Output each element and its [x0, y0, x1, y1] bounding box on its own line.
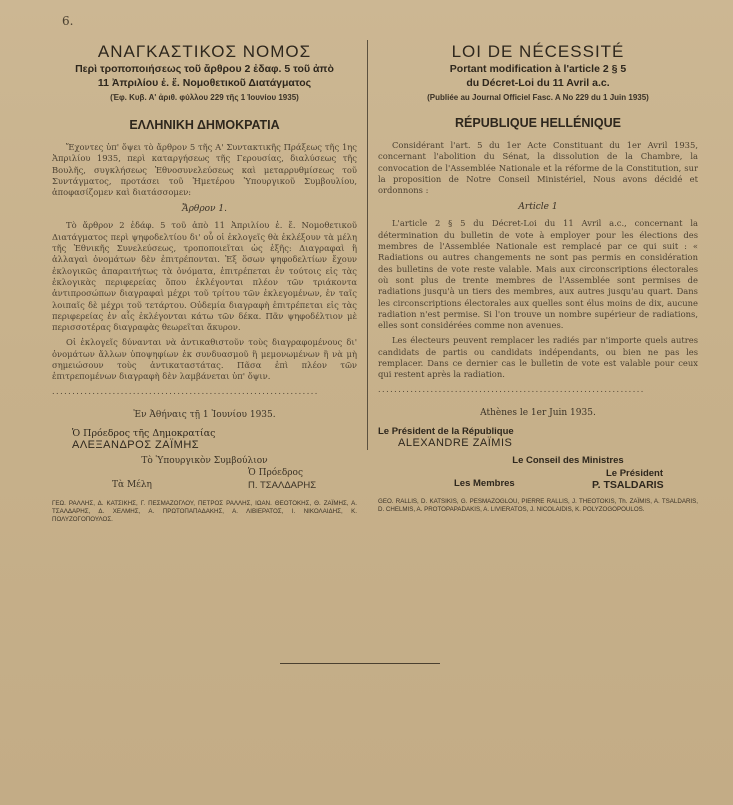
- french-article-heading: Article 1: [518, 202, 558, 213]
- french-members-list: GEO. RALLIS, D. KATSIKIS, G. PESMAZOGLOU, PIERRE RALLIS, J. THEOTOKIS, Th. ZAÏMIS, A. TSALDARIS, D. CHELMIS, A. PROTOPAPADAKIS, A. LIVIERATOS, J. NICOLAIDIS, K. POLYZOGOPOULOS.: [378, 497, 698, 513]
- greek-president-title: Ὁ Πρόεδρος τῆς Δημοκρατίας: [72, 427, 216, 439]
- french-gazette-note: (Publiée au Journal Officiel Fasc. A No 229 du 1 Juin 1935): [427, 93, 649, 102]
- greek-chair-name: Π. ΤΣΑΛΔΑΡΗΣ: [248, 479, 317, 491]
- greek-president-name: ΑΛΕΞΑΝΔΡΟΣ ΖΑΪΜΗΣ: [72, 438, 200, 451]
- greek-subtitle-2: 11 Ἀπριλίου ἐ. ἔ. Νομοθετικοῦ Διατάγματος: [97, 77, 312, 89]
- greek-title: ΑΝΑΓΚΑΣΤΙΚΟΣ ΝΟΜΟΣ: [97, 42, 312, 61]
- french-chair-name: P. TSALDARIS: [592, 478, 664, 491]
- greek-chair-label: Ὁ Πρόεδρος: [248, 467, 303, 478]
- greek-republic-heading: ΕΛΛΗΝΙΚΗ ΔΗΜΟΚΡΑΤΙΑ: [129, 118, 280, 132]
- bottom-rule: [280, 663, 440, 664]
- french-article-text: L'article 2 § 5 du Décret-Loi du 11 Avril a.c., concernant la détermination du bulletin de vote à employer pour les élections des membres de l'Assemblée Nationale est remplacé par ce qui suit : « Radiations ou autres changements ne sont pas permis en considération des bulletins de vote reste valable. Mais aux circonscriptions électorales où sont plus de trente membres de l'Assemblée sont permises de radiations jusqu'à un tiers des membres, aux autres jusqu'au quart. Dans les circonscriptions électorales aux quelles sont élus moins de dix, aucune radiation n'est permise. Si l'on trouve un nombre supérieur de radiations, elles sont considérées comme non avenues.: [378, 218, 698, 331]
- french-council: Le Conseil des Ministres: [512, 454, 624, 466]
- french-preamble: Considérant l'art. 5 du 1er Acte Constituant du 1er Avril 1935, concernant l'abolition du Sénat, la dissolution de la Chambre, la convocation de l'Assemblée Nationale et la réforme de la Constitution, sur la proposition de Notre Conseil Ministériel, Nous avons décidé et ordonnons :: [378, 140, 698, 196]
- french-chair-label: Le Président: [606, 467, 664, 479]
- greek-council: Τὸ Ὑπουργικὸν Συμβούλιον: [141, 455, 268, 466]
- greek-article-text-2: Οἱ ἐκλογεῖς δύνανται νὰ ἀντικαθιστοῦν τοὺς διαγραφομένους δι' ὀνομάτων ἄλλων ὑποψηφίων ἐκ συνδυασμοῦ ἢ μεμονωμένων ἢ νὰ μὴ σημειώσουν τοὺς ἀντικαταστάτας. Πᾶσα ἐπὶ πλέον τῶν ἐπιτρεπομένων διαγραφὴ δὲν λαμβάνεται ὑπ' ὄψιν.: [52, 337, 357, 382]
- french-subtitle-1: Portant modification à l'article 2 § 5: [449, 63, 627, 75]
- greek-ellipsis-line: ..................................................................: [52, 386, 319, 396]
- greek-article-heading: Ἄρθρον 1.: [182, 204, 227, 215]
- french-republic-heading: RÉPUBLIQUE HELLÉNIQUE: [455, 116, 621, 130]
- greek-members-label: Τὰ Μέλη: [112, 479, 152, 490]
- greek-column: [52, 38, 357, 524]
- french-column: [378, 38, 698, 514]
- greek-subtitle-1: Περὶ τροποποιήσεως τοῦ ἄρθρου 2 ἐδαφ. 5 τοῦ ἀπὸ: [75, 63, 334, 75]
- page-number: 6.: [62, 14, 74, 28]
- french-article-text-2: Les électeurs peuvent remplacer les radiés par n'importe quels autres candidats de partis ou candidats indépendants, ou bien ne pas les remplacer. Dans ce dernier cas le bulletin de vote est valable pour ceux qui restent après la radiation.: [378, 335, 698, 380]
- french-president-title: Le Président de la République: [378, 425, 514, 437]
- french-title: LOI DE NÉCESSITÉ: [451, 42, 625, 61]
- french-ellipsis-line: ..................................................................: [378, 384, 645, 394]
- column-divider: [367, 40, 368, 450]
- greek-preamble: Ἔχοντες ὑπ' ὄψει τὸ ἄρθρον 5 τῆς Α' Συντακτικῆς Πράξεως τῆς 1ης Ἀπριλίου 1935, περὶ καταργήσεως τῆς Γερουσίας, διαλύσεως τῆς Βουλῆς, συγκλήσεως Ἐθνοσυνελεύσεως καὶ μεταρρυθμίσεως τοῦ Συντάγματος, προτάσει τοῦ Ἡμετέρου Ὑπουργικοῦ Συμβουλίου, ἀποφασίζομεν καὶ διατάσσομεν:: [52, 142, 357, 198]
- french-members-label: Les Membres: [454, 477, 515, 489]
- greek-members-list: ΓΕΩ. ΡΑΛΛΗΣ, Δ. ΚΑΤΣΙΚΗΣ, Γ. ΠΕΣΜΑΖΟΓΛΟΥ, ΠΕΤΡΟΣ ΡΑΛΛΗΣ, ΙΩΑΝ. ΘΕΟΤΟΚΗΣ, Θ. ΖΑΪΜΗΣ, Α. ΤΣΑΛΔΑΡΗΣ, Δ. ΧΕΛΜΗΣ, Α. ΠΡΩΤΟΠΑΠΑΔΑΚΗΣ, Α. ΛΙΒΙΕΡΑΤΟΣ, Ι. ΝΙΚΟΛΑΙΔΗΣ, Κ. ΠΟΛΥΖΟΓΟΠΟΥΛΟΣ.: [52, 499, 357, 523]
- greek-article-text: Τὸ ἄρθρον 2 ἐδάφ. 5 τοῦ ἀπὸ 11 Ἀπριλίου ἐ. ἔ. Νομοθετικοῦ Διατάγματος περὶ ψηφοδελτίου δι' οὗ οἱ ἐκλογεῖς θὰ ἐκλέξουν τὰ μέλη τῆς Ἐθνικῆς Συνελεύσεως, τροποποιεῖται ὡς ἑξῆς: Διαγραφαὶ ἢ ἀλλαγαὶ ὀνομάτων δὲν ἐπιτρέπονται. Ἐξ ὅσων ψηφοδελτίων ἔχουν ἐκλογικῶς ἀπαραιτήτως τὰ ὀνόματα, ἐπιτρέπεται ἐν τούτοις εἰς τὰς ἐκλογικὰς περιφερείας ὅπου ἐκλέγονται πλέον τῶν τριάκοντα ἀντιπροσώπων διαγραφαὶ μέχρι τοῦ τρίτου τῶν ἐκλεγομένων, ἐν ταῖς λοιπαῖς δὲ μέχρι τοῦ τετάρτου. Οὐδεμία διαγραφὴ ἐπιτρέπεται εἰς τὰς περιφερείας ἐν αἷς ἐκλέγονται κάτω τῶν δέκα. Πᾶν ψηφοδέλτιον μὲ περισσοτέρας διαγραφὰς θεωρεῖται ἄκυρον.: [52, 220, 357, 333]
- french-president-name: ALEXANDRE ZAÏMIS: [398, 436, 513, 449]
- french-subtitle-2: du Décret-Loi du 11 Avril a.c.: [466, 77, 610, 89]
- french-place-date: Athènes le 1er Juin 1935.: [480, 407, 596, 418]
- greek-gazette-note: (Ἐφ. Κυβ. Α' ἀριθ. φύλλου 229 τῆς 1 Ἰουνίου 1935): [110, 93, 299, 102]
- greek-place-date: Ἐν Ἀθήναις τῇ 1 Ἰουνίου 1935.: [133, 409, 276, 420]
